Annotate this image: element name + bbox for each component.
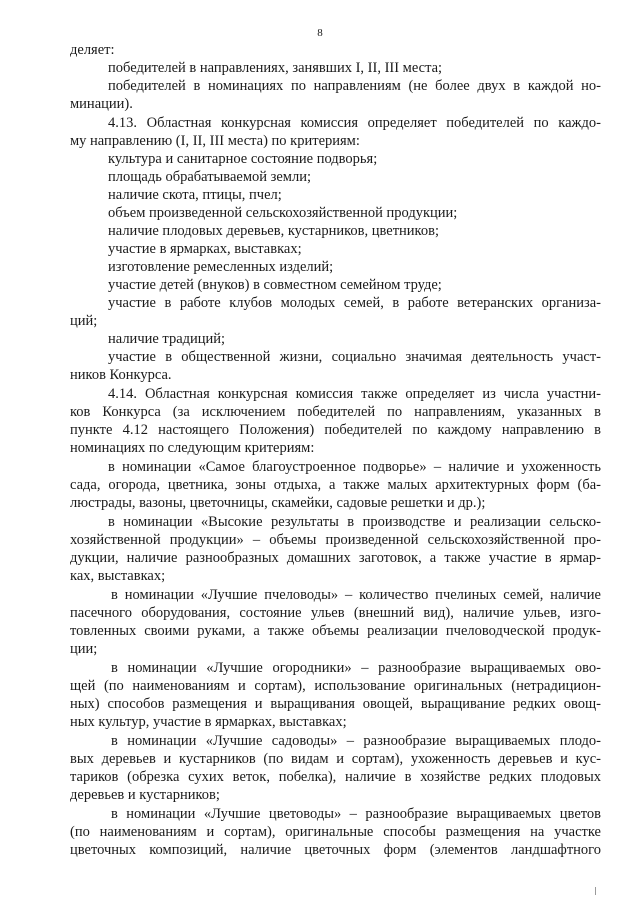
text-line: ных) способов размещения и выращивания овощей, выращивание редких овощ- [70,696,601,712]
text-line: ков Конкурса (за исключением победителей по направлениям, указанных в [70,404,601,420]
text-line: в номинации «Самое благоустроенное подворье» – наличие и ухоженность [108,459,601,475]
text-line: тариков (обрезка сухих веток, побелка), наличие в хозяйстве редких плодовых [70,769,601,785]
text-line: в номинации «Высокие результаты в производстве и реализации сельско- [108,514,601,530]
text-line: ции; [70,641,98,657]
text-line: му направлению (I, II, III места) по критериям: [70,133,360,149]
text-line: пункте 4.12 настоящего Положения) победителей по каждому направлению в [70,422,601,438]
text-line: номинациях по следующим критериям: [70,440,315,456]
text-line: объем произведенной сельскохозяйственной продукции; [108,205,458,221]
text-line: хозяйственной продукции» – объемы произведенной сельскохозяйственной про- [70,532,601,548]
text-line: изготовление ремесленных изделий; [108,259,334,275]
text-line: в номинации «Лучшие огородники» – разнообразие выращиваемых ово- [111,660,601,676]
text-line: ных культур, участие в ярмарках, выставках; [70,714,347,730]
text-line: участие детей (внуков) в совместном семейном труде; [108,277,442,293]
text-line: участие в общественной жизни, социально значимая деятельность участ- [108,349,601,365]
page-number: 8 [317,27,323,39]
text-line: победителей в направлениях, занявших I, II, III места; [108,60,443,76]
text-line: участие в ярмарках, выставках; [108,241,302,257]
text-line: сада, огорода, цветника, зоны отдыха, а также малых архитектурных форм (ба- [70,477,601,493]
text-line: наличие скота, птицы, пчел; [108,187,282,203]
text-line: (по наименованиям и сортам), оригинальные способы размещения на участке [70,824,601,840]
text-line: цветочных композиций, наличие цветочных форм (элементов ландшафтного [70,842,601,858]
text-line: ках, выставках; [70,568,166,584]
text-line: деревьев и кустарников; [70,787,220,803]
text-line: щей (по наименованиям и сортам), использование оригинальных (нетрадицион- [70,678,601,694]
text-line: в номинации «Лучшие садоводы» – разнообразие выращиваемых плодо- [111,733,601,749]
text-line: минации). [70,96,133,112]
text-line: 4.14. Областная конкурсная комиссия также определяет из числа участни- [108,386,601,402]
text-line: ников Конкурса. [70,367,172,383]
scan-margin-mark [595,887,596,895]
text-line: ций; [70,313,98,329]
text-line: площадь обрабатываемой земли; [108,169,311,185]
text-line: наличие плодовых деревьев, кустарников, цветников; [108,223,439,239]
text-line: вых деревьев и кустарников (по видам и сортам), ухоженность деревьев и кус- [70,751,601,767]
text-line: дукции, наличие разнообразных домашних заготовок, а также участие в ярмар- [70,550,601,566]
text-line: в номинации «Лучшие пчеловоды» – количество пчелиных семей, наличие [111,587,601,603]
text-line: участие в работе клубов молодых семей, в работе ветеранских организа- [108,295,601,311]
text-line: пасечного оборудования, состояние ульев (внешний вид), наличие ульев, изго- [70,605,601,621]
text-line: наличие традиций; [108,331,226,347]
text-line: 4.13. Областная конкурсная комиссия определяет победителей по каждо- [108,115,601,131]
text-line: товленных своими руками, а также объемы реализации пчеловодческой продук- [70,623,601,639]
text-line: люстрады, вазоны, цветочницы, скамейки, садовые решетки и др.); [70,495,486,511]
text-line: в номинации «Лучшие цветоводы» – разнообразие выращиваемых цветов [111,806,601,822]
text-line: победителей в номинациях по направлениям (не более двух в каждой но- [108,78,601,94]
text-line: культура и санитарное состояние подворья; [108,151,378,167]
text-line: деляет: [70,42,115,58]
